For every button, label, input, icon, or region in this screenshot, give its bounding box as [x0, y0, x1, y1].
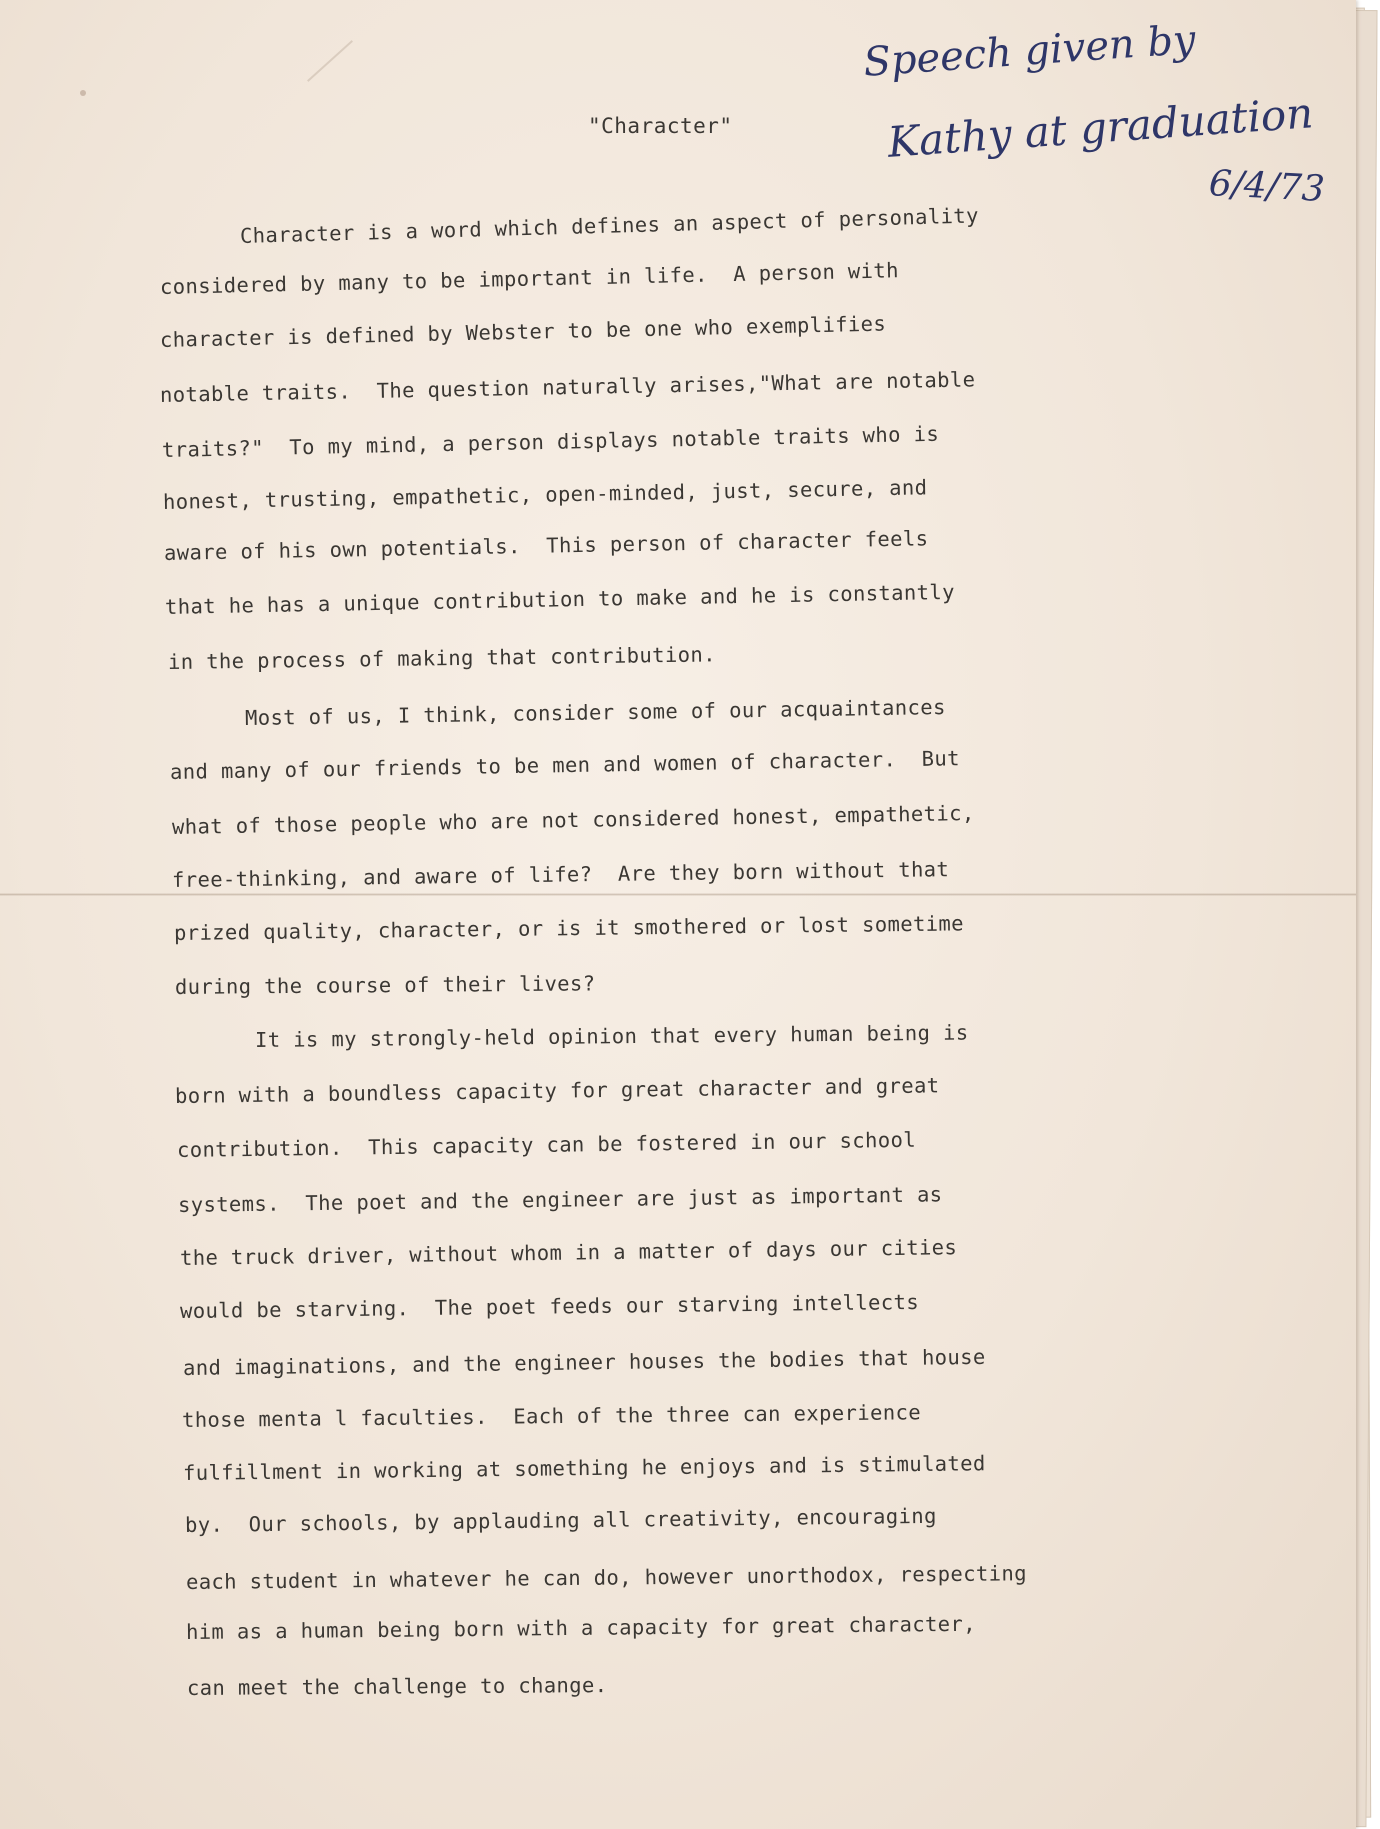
- handwritten-note-line-1: Speech given by: [862, 16, 1197, 86]
- body-line: character is defined by Webster to be one who exemplifies: [159, 311, 887, 352]
- body-line: considered by many to be important in life. A person with: [159, 258, 900, 299]
- body-line: Most of us, I think, consider some of our acquaintances: [244, 694, 946, 730]
- body-line: that he has a unique contribution to make and he is constantly: [164, 579, 956, 619]
- body-line: notable traits. The question naturally arises,"What are notable: [159, 367, 976, 407]
- body-line: Character is a word which defines an aspect of personality: [239, 203, 980, 248]
- body-line: and imaginations, and the engineer houses the bodies that house: [182, 1344, 986, 1380]
- body-line: It is my strongly-held opinion that every human being is: [254, 1020, 969, 1052]
- body-line: him as a human being born with a capacity for great character,: [185, 1611, 977, 1644]
- document-title: "Character": [588, 114, 733, 138]
- body-line: systems. The poet and the engineer are just as important as: [177, 1182, 943, 1217]
- body-line: contribution. This capacity can be fostered in our school: [176, 1127, 917, 1162]
- body-line: the truck driver, without whom in a matter of days our cities: [179, 1235, 958, 1270]
- handwritten-note-line-2: Kathy at graduation: [886, 88, 1315, 167]
- body-line: fulfillment in working at something he enjoys and is stimulated: [182, 1451, 986, 1485]
- body-line: in the process of making that contribution.: [167, 642, 717, 674]
- body-line: what of those people who are not considered honest, empathetic,: [171, 800, 975, 839]
- body-line: during the course of their lives?: [174, 971, 596, 999]
- body-line: prized quality, character, or is it smothered or lost sometime: [173, 911, 965, 945]
- body-line: would be starving. The poet feeds our starving intellects: [179, 1289, 920, 1323]
- body-line: by. Our schools, by applauding all creativity, encouraging: [184, 1503, 937, 1537]
- handwritten-note-date: 6/4/73: [1207, 163, 1326, 211]
- body-line: traits?" To my mind, a person displays notable traits who is: [161, 421, 940, 462]
- body-line: born with a boundless capacity for great character and great: [174, 1073, 940, 1108]
- body-line: and many of our friends to be men and women of character. But: [169, 746, 961, 784]
- body-line: can meet the challenge to change.: [186, 1673, 608, 1700]
- body-line: those menta l faculties. Each of the three can experience: [181, 1400, 922, 1432]
- body-line: aware of his own potentials. This person of character feels: [163, 526, 929, 565]
- body-line: honest, trusting, empathetic, open-minded, just, secure, and: [162, 475, 928, 514]
- body-line: free-thinking, and aware of life? Are they born without that: [171, 857, 950, 892]
- body-line: each student in whatever he can do, however unorthodox, respecting: [185, 1561, 1028, 1594]
